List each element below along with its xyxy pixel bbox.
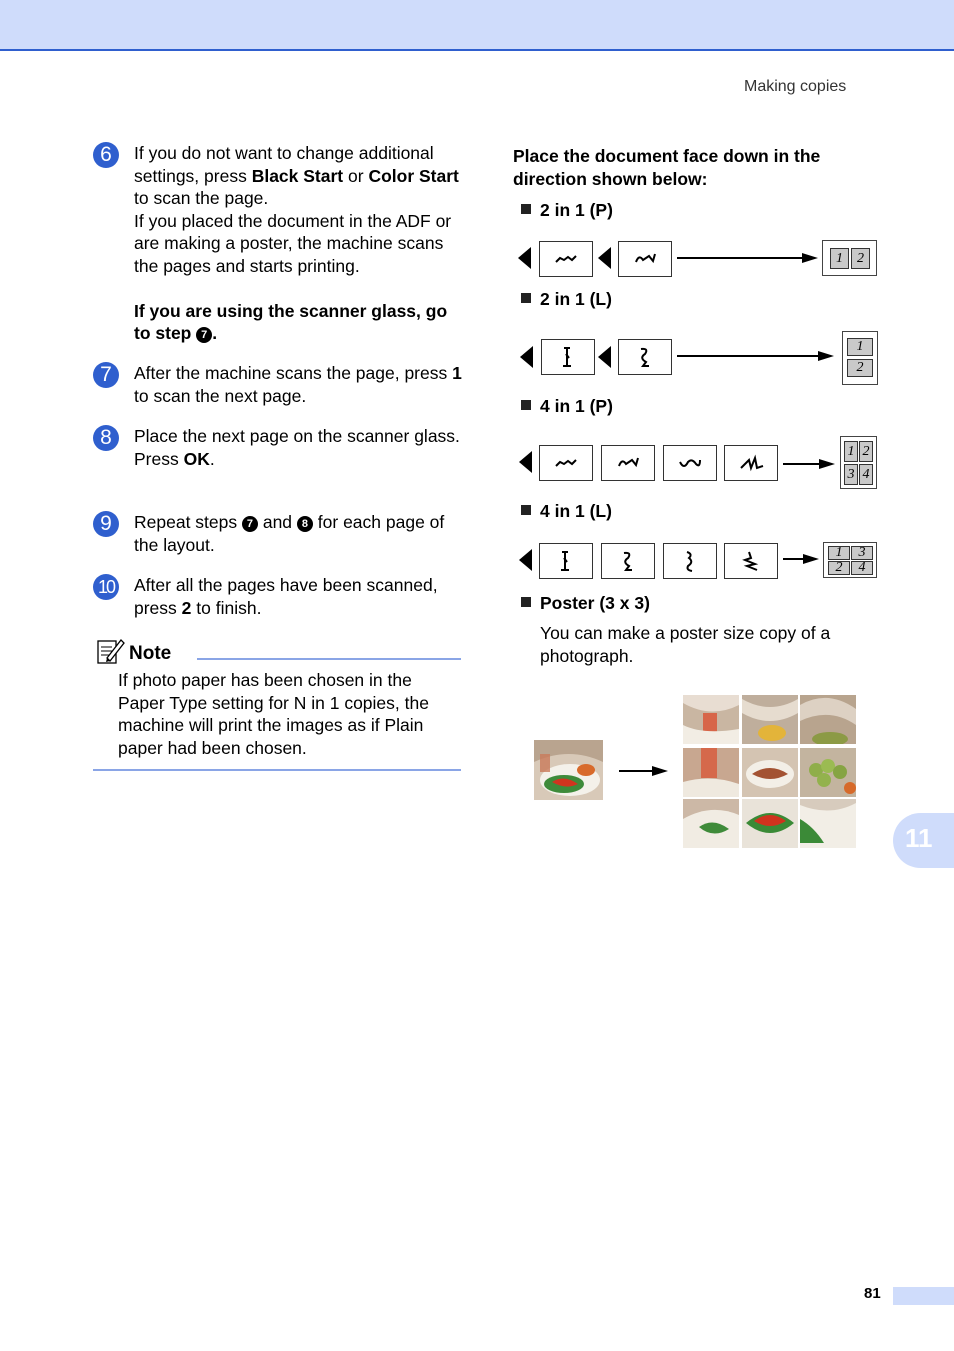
step-number: 10 — [93, 574, 119, 600]
poster-tile-image — [742, 748, 798, 797]
step-body — [134, 574, 464, 619]
text-run: After the machine scans the page, press — [134, 363, 453, 383]
arrow-head-icon — [652, 766, 668, 776]
output-page — [822, 240, 877, 276]
text-run: If you do not want to change additional settings, press — [134, 143, 434, 186]
page-number-bar — [893, 1287, 954, 1305]
poster-tile-image — [683, 799, 739, 848]
step-number: 9 — [93, 511, 119, 537]
document-page-icon — [618, 339, 672, 375]
step-body — [134, 142, 464, 345]
output-cell: 4 — [851, 561, 873, 575]
bold-text: OK — [183, 448, 210, 469]
feed-direction-icon — [519, 451, 532, 473]
poster-tile-image — [800, 695, 856, 744]
layout-label-poster — [521, 593, 650, 614]
document-page-icon — [539, 445, 593, 481]
poster-tile-image — [742, 695, 798, 744]
arrow-head-icon — [819, 459, 835, 469]
text-run: Press — [134, 448, 184, 469]
arrow-icon — [677, 355, 822, 357]
running-header: Making copies — [744, 78, 847, 95]
note-pencil-icon — [95, 636, 125, 666]
step-reference-icon: 8 — [297, 516, 313, 532]
document-page-icon — [724, 543, 778, 579]
note-box — [93, 636, 461, 772]
text-run: to scan the next page. — [134, 385, 307, 406]
document-page-icon — [618, 241, 672, 277]
output-cell: 2 — [851, 248, 870, 269]
layout-label-2in1p — [521, 200, 613, 221]
output-cell: 1 — [847, 338, 873, 356]
document-page-icon — [539, 241, 593, 277]
layout-label-text: 4 in 1 (L) — [540, 501, 612, 521]
output-cell: 2 — [828, 561, 850, 575]
feed-direction-icon — [519, 549, 532, 571]
text-run: for each page of the layout. — [134, 512, 445, 555]
poster-tile-image — [742, 799, 798, 848]
step-paragraph — [134, 362, 464, 407]
document-page-icon — [601, 543, 655, 579]
output-cell: 4 — [859, 464, 873, 485]
step-number: 8 — [93, 425, 119, 451]
bold-text: 1 — [452, 363, 462, 383]
bold-text: If you are using the scanner glass, go to step — [134, 300, 448, 344]
top-banner — [0, 0, 954, 51]
text-run: If you placed the document in the ADF or are making a poster, the machine scans the pages and starts printing. — [134, 210, 452, 276]
output-cell: 1 — [828, 546, 850, 560]
note-title: Note — [129, 643, 172, 664]
output-page — [842, 331, 878, 385]
arrow-icon — [783, 463, 823, 465]
text-run: and — [257, 512, 297, 532]
bullet-square-icon — [521, 505, 531, 515]
arrow-icon — [677, 257, 805, 259]
bold-text: Black Start — [251, 165, 344, 186]
step-body — [134, 511, 464, 556]
bullet-square-icon — [521, 597, 531, 607]
poster-description: You can make a poster size copy of a photograph. — [540, 623, 831, 666]
bold-text: . — [212, 323, 218, 344]
feed-direction-icon — [598, 247, 611, 269]
step-number: 7 — [93, 362, 119, 388]
output-cell: 3 — [851, 546, 873, 560]
step-paragraph — [134, 300, 464, 345]
poster-tile-image — [800, 799, 856, 848]
note-text: If photo paper has been chosen in the Paper Type setting for N in 1 copies, the machine will print the images as if Plain paper had been chosen. — [118, 670, 429, 758]
arrow-icon — [783, 558, 805, 560]
step-body — [134, 425, 464, 470]
arrow-icon — [619, 770, 655, 772]
step-paragraph — [134, 511, 464, 556]
poster-tile-image — [683, 748, 739, 797]
step-paragraph — [134, 425, 464, 448]
layout-label-2in1l — [521, 289, 612, 310]
original-photo-image — [534, 740, 603, 800]
text-run: . — [209, 448, 215, 469]
arrow-head-icon — [818, 351, 834, 361]
step-reference-icon: 7 — [242, 516, 258, 532]
right-heading: Place the document face down in the direction shown below: — [513, 146, 821, 189]
document-page-icon — [663, 543, 717, 579]
step-body — [134, 362, 464, 407]
note-bottom-rule — [93, 769, 461, 771]
text-run: Repeat steps — [134, 512, 242, 532]
poster-tile-image — [800, 748, 856, 797]
output-page — [823, 542, 877, 578]
chapter-number: 11 — [905, 823, 933, 853]
step-paragraph — [134, 210, 464, 278]
document-page-icon — [539, 543, 593, 579]
poster-tile-image — [683, 695, 739, 744]
feed-direction-icon — [520, 346, 533, 368]
feed-direction-icon — [518, 247, 531, 269]
output-page — [840, 436, 877, 489]
text-run: After all the pages have been scanned, press — [134, 575, 438, 618]
layout-label-text: Poster (3 x 3) — [540, 593, 650, 613]
output-cell: 2 — [859, 441, 873, 462]
note-divider — [197, 658, 461, 660]
bold-text: Color Start — [368, 165, 459, 186]
text-run: to finish. — [191, 597, 262, 618]
step-paragraph — [134, 142, 464, 210]
arrow-head-icon — [802, 253, 818, 263]
output-cell: 2 — [847, 359, 873, 377]
document-page-icon — [724, 445, 778, 481]
output-cell: 1 — [830, 248, 849, 269]
text-run: or — [343, 165, 369, 186]
text-run: Place the next page on the scanner glass. — [134, 426, 460, 446]
arrow-head-icon — [803, 554, 819, 564]
bold-text: 2 — [181, 597, 192, 618]
output-cell: 3 — [844, 464, 858, 485]
document-page-icon — [663, 445, 717, 481]
layout-label-text: 2 in 1 (P) — [540, 200, 613, 220]
feed-direction-icon — [598, 346, 611, 368]
step-paragraph — [134, 448, 464, 471]
layout-label-4in1p — [521, 396, 613, 417]
bullet-square-icon — [521, 400, 531, 410]
text-run: to scan the page. — [134, 188, 269, 209]
layout-label-text: 2 in 1 (L) — [540, 289, 612, 309]
layout-label-4in1l — [521, 501, 612, 522]
page-number: 81 — [864, 1285, 881, 1302]
step-paragraph — [134, 574, 464, 619]
document-page-icon — [601, 445, 655, 481]
bullet-square-icon — [521, 204, 531, 214]
step-number: 6 — [93, 142, 119, 168]
bullet-square-icon — [521, 293, 531, 303]
step-reference-icon: 7 — [196, 327, 212, 343]
document-page-icon — [541, 339, 595, 375]
layout-label-text: 4 in 1 (P) — [540, 396, 613, 416]
output-cell: 1 — [844, 441, 858, 462]
